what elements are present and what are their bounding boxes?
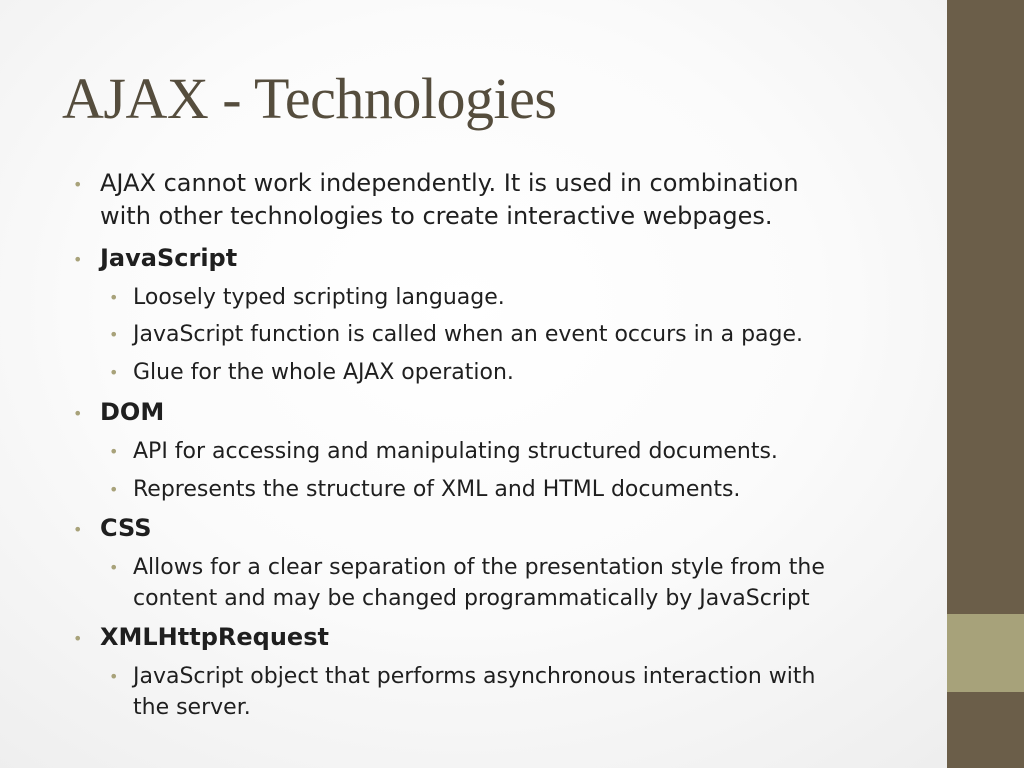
sub-bullet-text: JavaScript function is called when an event occurs in a page. — [133, 322, 804, 347]
sub-bullet-text-line: content and may be changed programmatically by JavaScript — [133, 586, 810, 611]
bullet-dot-icon: • — [73, 629, 83, 648]
bullet-heading: JavaScript — [100, 244, 238, 272]
bullet-dot-icon: • — [109, 288, 119, 307]
bullet-dot-icon: • — [73, 250, 83, 269]
sub-bullet-text: Represents the structure of XML and HTML documents. — [133, 477, 741, 502]
bullet-heading: XMLHttpRequest — [100, 623, 329, 651]
sub-bullet-text-line: the server. — [133, 695, 251, 720]
sub-bullet-text: API for accessing and manipulating structured documents. — [133, 439, 778, 464]
sidebar-dark-segment-top — [947, 0, 1024, 614]
sub-bullet-text: Glue for the whole AJAX operation. — [133, 360, 514, 385]
bullet-dot-icon: • — [109, 442, 119, 461]
sidebar-light-segment — [947, 614, 1024, 692]
sub-bullet-text-line: JavaScript object that performs asynchronous interaction with — [133, 664, 816, 689]
bullet-dot-icon: • — [73, 404, 83, 423]
bullet-dot-icon: • — [73, 520, 83, 539]
slide-title: AJAX - Technologies — [62, 66, 557, 131]
sub-bullet-text-line: Allows for a clear separation of the presentation style from the — [133, 555, 825, 580]
bullet-dot-icon: • — [109, 325, 119, 344]
bullet-heading: CSS — [100, 514, 152, 542]
bullet-dot-icon: • — [73, 175, 83, 194]
decorative-sidebar — [947, 0, 1024, 768]
sub-bullet-text: Loosely typed scripting language. — [133, 285, 505, 310]
bullet-dot-icon: • — [109, 363, 119, 382]
bullet-dot-icon: • — [109, 480, 119, 499]
bullet-text-line: with other technologies to create interactive webpages. — [100, 202, 773, 230]
bullet-dot-icon: • — [109, 558, 119, 577]
bullet-dot-icon: • — [109, 667, 119, 686]
bullet-text-line: AJAX cannot work independently. It is used in combination — [100, 169, 799, 197]
sidebar-dark-segment-bottom — [947, 692, 1024, 768]
bullet-heading: DOM — [100, 398, 165, 426]
